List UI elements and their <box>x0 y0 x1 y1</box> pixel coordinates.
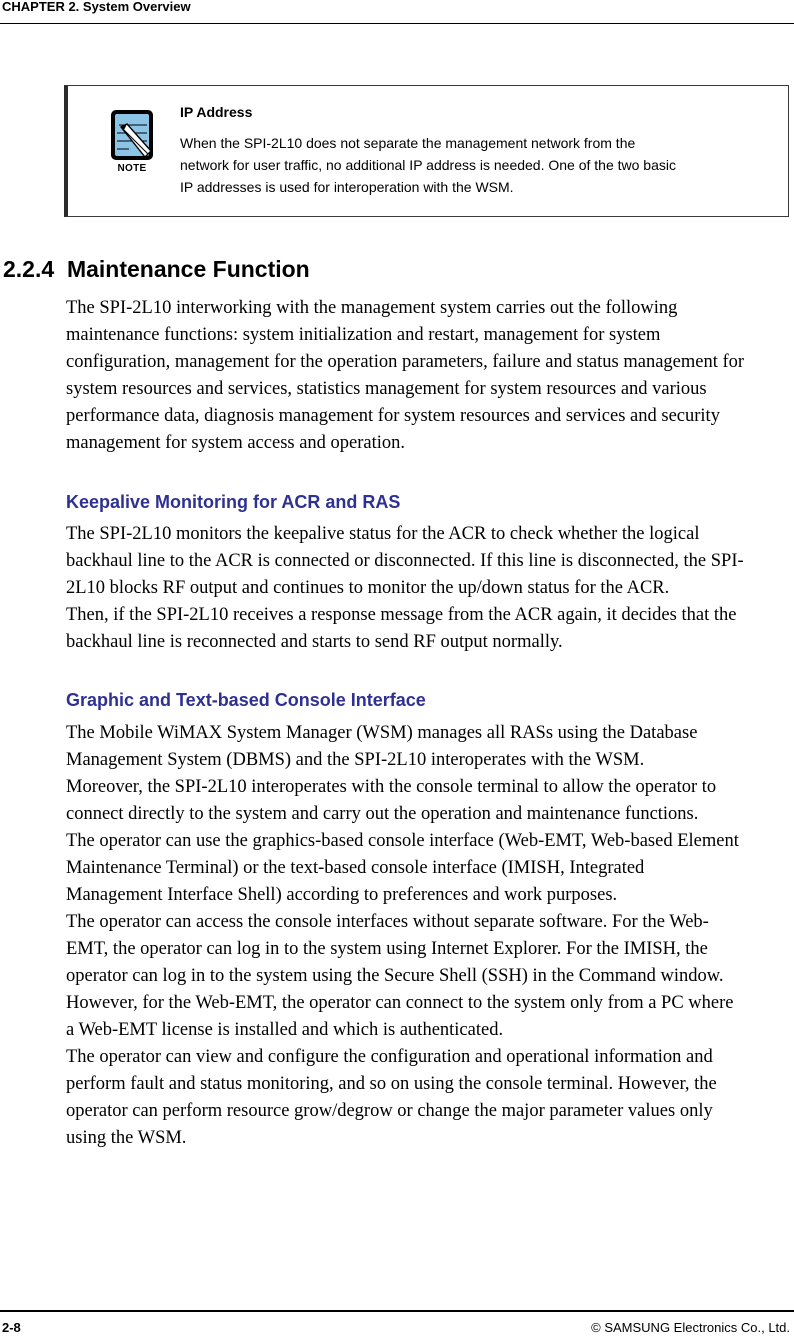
section-title: Maintenance Function <box>66 256 310 282</box>
paragraph-line: The Mobile WiMAX System Manager (WSM) manages all RASs using the Database <box>66 723 698 743</box>
paragraph-line: management for system access and operation. <box>66 433 406 453</box>
note-line: IP addresses is used for interoperation with the WSM. <box>180 179 514 195</box>
paragraph-line: configuration, management for the operation parameters, failure and status management for <box>66 352 745 372</box>
paragraph-line: The operator can access the console interfaces without separate software. For the Web- <box>66 912 709 932</box>
copyright-notice: © SAMSUNG Electronics Co., Ltd. <box>591 1320 790 1335</box>
intro-paragraph <box>66 295 794 457</box>
paragraph-line: performance data, diagnosis management for system resources and services and security <box>66 406 720 426</box>
paragraph-line: maintenance functions: system initialization and restart, management for system <box>66 325 661 345</box>
section-heading <box>3 255 310 283</box>
chapter-title: CHAPTER 2. System Overview <box>2 0 191 14</box>
paragraph-line: using the WSM. <box>66 1128 187 1148</box>
note-icon <box>107 107 157 177</box>
paragraph-line: backhaul line is reconnected and starts to send RF output normally. <box>66 632 563 652</box>
paragraph-line: connect directly to the system and carry out the operation and maintenance functions. <box>66 804 699 824</box>
paragraph-line: The operator can view and configure the configuration and operational information and <box>66 1047 713 1067</box>
paragraph-line: perform fault and status monitoring, and so on using the console terminal. However, the <box>66 1074 717 1094</box>
console-paragraph <box>66 720 794 1152</box>
paragraph-line: Maintenance Terminal) or the text-based console interface (IMISH, Integrated <box>66 858 645 878</box>
page-number: 2-8 <box>2 1320 21 1335</box>
subsection-heading-keepalive: Keepalive Monitoring for ACR and RAS <box>66 492 401 512</box>
notepad-pencil-icon <box>107 107 157 163</box>
paragraph-line: Management Interface Shell) according to preferences and work purposes. <box>66 885 618 905</box>
keepalive-paragraph <box>66 521 794 656</box>
note-text <box>180 132 780 198</box>
paragraph-line: Management System (DBMS) and the SPI-2L10 interoperates with the WSM. <box>66 750 645 770</box>
paragraph-line: The SPI-2L10 monitors the keepalive status for the ACR to check whether the logical <box>66 524 700 544</box>
paragraph-line: system resources and services, statistics management for system resources and various <box>66 379 707 399</box>
paragraph-line: The SPI-2L10 interworking with the management system carries out the following <box>66 298 678 318</box>
note-line: When the SPI-2L10 does not separate the management network from the <box>180 135 636 151</box>
paragraph-line: 2L10 blocks RF output and continues to monitor the up/down status for the ACR. <box>66 578 670 598</box>
paragraph-line: However, for the Web-EMT, the operator can connect to the system only from a PC where <box>66 993 734 1013</box>
paragraph-line: backhaul line to the ACR is connected or disconnected. If this line is disconnected, the SPI- <box>66 551 744 571</box>
note-line: network for user traffic, no additional IP address is needed. One of the two basic <box>180 157 676 173</box>
note-label: NOTE <box>117 163 147 174</box>
paragraph-line: operator can log in to the system using the Secure Shell (SSH) in the Command window. <box>66 966 724 986</box>
running-footer <box>0 1310 794 1338</box>
paragraph-line: The operator can use the graphics-based console interface (Web-EMT, Web-based Element <box>66 831 739 851</box>
note-box <box>64 85 789 217</box>
paragraph-line: Then, if the SPI-2L10 receives a response message from the ACR again, it decides that the <box>66 605 737 625</box>
subsection-heading-console: Graphic and Text-based Console Interface <box>66 690 426 710</box>
paragraph-line: a Web-EMT license is installed and which is authenticated. <box>66 1020 504 1040</box>
note-title: IP Address <box>180 104 253 120</box>
paragraph-line: Moreover, the SPI-2L10 interoperates with the console terminal to allow the operator to <box>66 777 717 797</box>
section-number: 2.2.4 <box>3 256 55 282</box>
paragraph-line: operator can perform resource grow/degrow or change the major parameter values only <box>66 1101 713 1121</box>
running-header <box>0 0 794 24</box>
paragraph-line: EMT, the operator can log in to the system using Internet Explorer. For the IMISH, the <box>66 939 708 959</box>
